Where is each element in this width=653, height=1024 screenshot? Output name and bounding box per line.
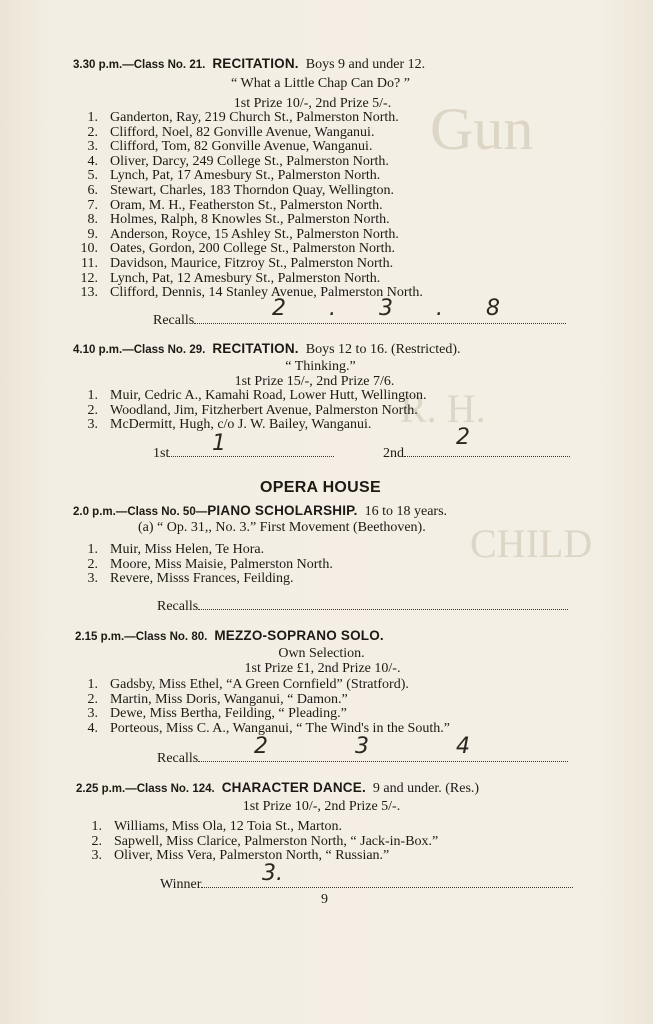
piece-title: “ What a Little Chap Can Do? ” [231, 76, 410, 91]
entrant-number: 13. [80, 285, 98, 301]
entrant-number: 5. [87, 168, 98, 184]
class-description: Boys 9 and under 12. [305, 57, 426, 72]
entrant-number: 4. [87, 720, 98, 736]
entrant-text: Muir, Cedric A., Kamahi Road, Lower Hutt, Wellington. [110, 388, 427, 403]
entrant-text: Lynch, Pat, 17 Amesbury St., Palmerston North. [110, 168, 381, 184]
entrant-number: 2. [87, 124, 98, 140]
entrant-item [72, 572, 333, 587]
winner-row [160, 875, 573, 893]
entrant-number: 1. [87, 110, 98, 125]
entrant-number: 8. [87, 212, 98, 228]
first-label: 1st [153, 446, 170, 461]
winner-label: Winner [160, 877, 202, 892]
handwritten-recalls: 2 . 3 . 8 [272, 296, 518, 321]
class-heading [73, 56, 425, 73]
entrant-item [76, 820, 438, 835]
entrant-number: 1. [87, 388, 98, 403]
entrant-item [72, 111, 423, 126]
entrant-item [72, 272, 423, 287]
class-title: PIANO SCHOLARSHIP. [207, 503, 358, 518]
recalls-label: Recalls [153, 313, 195, 328]
entrant-list [72, 111, 423, 301]
entrant-number: 1. [91, 819, 102, 834]
class-heading [75, 628, 384, 645]
entrant-text: Dewe, Miss Bertha, Feilding, “ Pleading.” [110, 706, 347, 722]
entrant-number: 11. [81, 255, 98, 271]
entrant-list [72, 543, 333, 587]
piece-title: (a) “ Op. 31,, No. 3.” First Movement (Beethoven). [138, 520, 426, 535]
class-time: 2.25 p.m.—Class No. 124. [76, 783, 215, 795]
prize-line: 1st Prize 15/-, 2nd Prize 7/6. [234, 374, 395, 389]
entrant-number: 2. [91, 833, 102, 849]
handwritten-winner: 3. [262, 861, 283, 886]
entrant-item [72, 558, 333, 573]
handwritten-first: 1 [212, 431, 244, 456]
entrant-text: Woodland, Jim, Fitzherbert Avenue, Palmerston North. [110, 402, 418, 418]
entrant-number: 2. [87, 402, 98, 418]
entrant-item [72, 126, 423, 141]
entrant-item [72, 257, 423, 272]
prize-line: 1st Prize £1, 2nd Prize 10/-. [244, 661, 401, 676]
entrant-number: 3. [91, 848, 102, 864]
prize-line: 1st Prize 10/-, 2nd Prize 5/-. [242, 799, 401, 814]
class-title: RECITATION. [212, 341, 299, 356]
entrant-text: Oliver, Darcy, 249 College St., Palmerston North. [110, 153, 389, 169]
entrant-text: Oliver, Miss Vera, Palmerston North, “ Russian.” [114, 848, 390, 864]
second-label: 2nd [383, 446, 404, 461]
class-title: RECITATION. [212, 56, 299, 71]
entrant-text: Porteous, Miss C. A., Wanganui, “ The Wind's in the South.” [110, 720, 450, 736]
entrant-text: Revere, Misss Frances, Feilding. [110, 571, 294, 587]
class-heading [76, 780, 479, 797]
class-title: MEZZO-SOPRANO SOLO. [214, 628, 384, 643]
entrant-item [72, 693, 450, 708]
entrant-text: McDermitt, Hugh, c/o J. W. Bailey, Wanganui. [110, 417, 372, 433]
entrant-item [76, 835, 438, 850]
entrant-item [72, 389, 427, 404]
entrant-item [72, 140, 423, 155]
entrant-number: 3. [87, 417, 98, 433]
entrant-text: Williams, Miss Ola, 12 Toia St., Marton. [114, 819, 343, 834]
entrant-number: 12. [80, 270, 98, 286]
entrant-item [72, 707, 450, 722]
entrant-number: 10. [80, 241, 98, 257]
entrant-text: Anderson, Royce, 15 Ashley St., Palmerston North. [110, 226, 399, 242]
entrant-number: 4. [87, 153, 98, 169]
class-description: Boys 12 to 16. (Restricted). [305, 342, 461, 357]
entrant-text: Clifford, Dennis, 14 Stanley Avenue, Palmerston North. [110, 285, 423, 301]
class-heading [73, 341, 461, 358]
class-time: 2.15 p.m.—Class No. 80. [75, 631, 208, 643]
bleed-through-watermark: R. H. [400, 386, 486, 431]
entrant-text: Clifford, Noel, 82 Gonville Avenue, Wanganui. [110, 124, 375, 140]
entrant-list [76, 820, 438, 864]
entrant-text: Clifford, Tom, 82 Gonville Avenue, Wanganui. [110, 139, 373, 155]
entrant-text: Oates, Gordon, 200 College St., Palmerston North. [110, 241, 396, 257]
entrant-list [72, 678, 450, 736]
entrant-item [72, 199, 423, 214]
entrant-text: Holmes, Ralph, 8 Knowles St., Palmerston North. [110, 212, 390, 228]
entrant-number: 2. [87, 691, 98, 707]
entrant-item [72, 228, 423, 243]
entrant-text: Martin, Miss Doris, Wanganui, “ Damon.” [110, 691, 348, 707]
bleed-through-watermark: Gun [430, 96, 534, 162]
class-heading [73, 503, 447, 520]
entrant-text: Lynch, Pat, 12 Amesbury St., Palmerston North. [110, 270, 381, 286]
recalls-label: Recalls [157, 599, 199, 614]
entrant-text: Davidson, Maurice, Fitzroy St., Palmerston North. [110, 255, 394, 271]
entrant-list [72, 389, 427, 433]
entrant-text: Muir, Miss Helen, Te Hora. [110, 542, 265, 557]
venue-heading: OPERA HOUSE [260, 479, 381, 496]
entrant-number: 7. [87, 197, 98, 213]
bleed-through-watermark: CHILD [470, 521, 593, 566]
entrant-text: Moore, Miss Maisie, Palmerston North. [110, 556, 333, 572]
entrant-text: Stewart, Charles, 183 Thorndon Quay, Wellington. [110, 182, 395, 198]
entrant-item [72, 418, 427, 433]
entrant-number: 9. [87, 226, 98, 242]
entrant-number: 1. [87, 677, 98, 692]
entrant-text: Ganderton, Ray, 219 Church St., Palmerston North. [110, 110, 399, 125]
entrant-item [72, 184, 423, 199]
entrant-text: Sapwell, Miss Clarice, Palmerston North, “ Jack-in-Box.” [114, 833, 439, 849]
entrant-item [72, 678, 450, 693]
entrant-text: Gadsby, Miss Ethel, “A Green Cornfield” (Stratford). [110, 677, 409, 692]
entrant-item [72, 242, 423, 257]
recalls-label: Recalls [157, 751, 199, 766]
entrant-number: 6. [87, 182, 98, 198]
entrant-text: Oram, M. H., Featherston St., Palmerston North. [110, 197, 383, 213]
prize-line: 1st Prize 10/-, 2nd Prize 5/-. [233, 96, 392, 111]
recalls-row [157, 597, 568, 615]
entrant-item [76, 849, 438, 864]
entrant-number: 1. [87, 542, 98, 557]
entrant-item [72, 155, 423, 170]
handwritten-second: 2 [456, 425, 488, 450]
class-time: 3.30 p.m.—Class No. 21. [73, 59, 206, 71]
entrant-item [72, 404, 427, 419]
entrant-item [72, 543, 333, 558]
class-title: CHARACTER DANCE. [221, 780, 366, 795]
entrant-number: 3. [87, 139, 98, 155]
class-time: 4.10 p.m.—Class No. 29. [73, 344, 206, 356]
entrant-number: 3. [87, 571, 98, 587]
entrant-number: 3. [87, 706, 98, 722]
piece-title: Own Selection. [278, 646, 365, 661]
class-time: 2.0 p.m.—Class No. 50— [73, 506, 208, 518]
entrant-item [72, 169, 423, 184]
class-description: 9 and under. (Res.) [372, 781, 480, 796]
piece-title: “ Thinking.” [285, 359, 356, 374]
entrant-item [72, 213, 423, 228]
handwritten-recalls: 2 3 4 [254, 734, 510, 759]
class-description: 16 to 18 years. [364, 504, 448, 519]
entrant-number: 2. [87, 556, 98, 572]
page-number: 9 [321, 892, 328, 907]
